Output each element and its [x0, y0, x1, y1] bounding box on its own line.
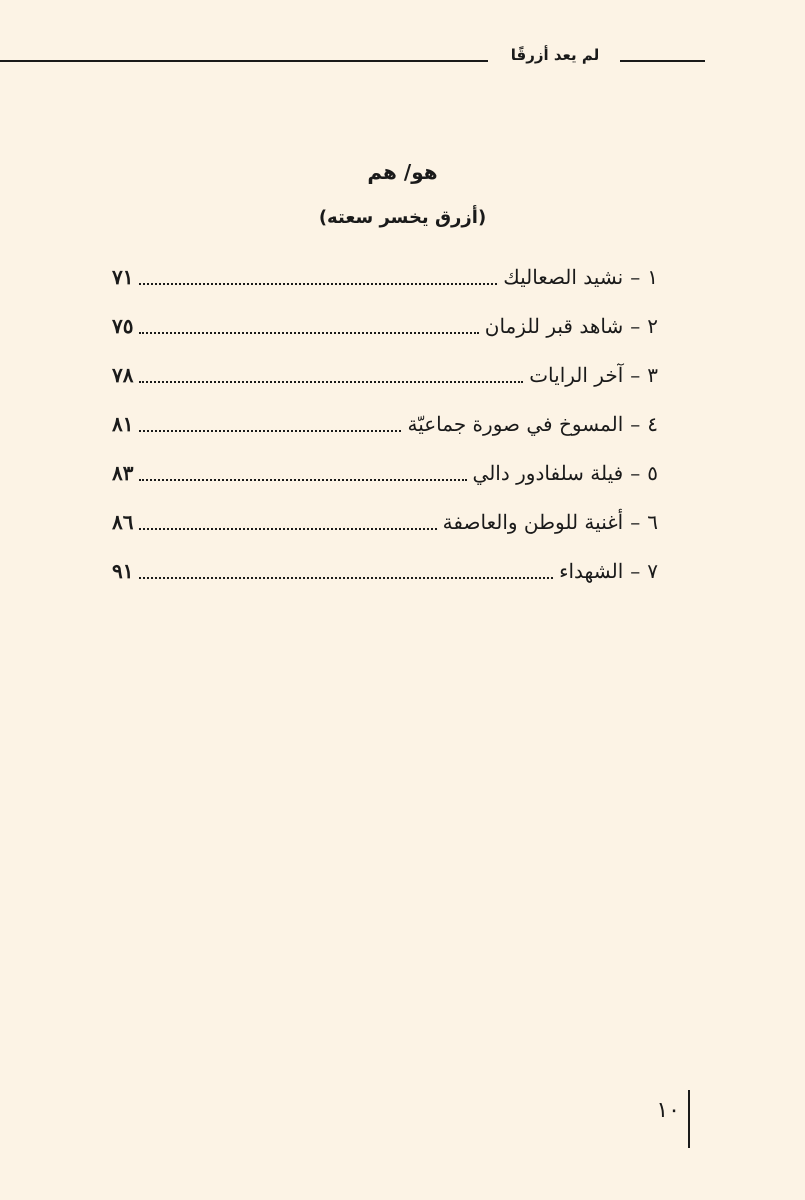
toc-entry-dash: –: [630, 558, 641, 583]
toc-dot-leader: [139, 430, 401, 432]
toc-entry-page: ٨١: [112, 411, 134, 436]
toc-entry-page: ٧٥: [112, 313, 134, 338]
toc-entry-page: ٩١: [112, 558, 134, 583]
toc-entry-page: ٨٦: [112, 509, 134, 534]
toc-entry-dash: –: [630, 264, 641, 289]
toc-entry-page: ٧١: [112, 264, 134, 289]
toc-entry[interactable]: [112, 448, 658, 497]
table-of-contents: [112, 252, 658, 595]
toc-entry-label: الشهداء: [559, 558, 624, 583]
toc-entry-dash: –: [630, 362, 641, 387]
toc-entry[interactable]: [112, 252, 658, 301]
section-title: هو/ هم: [367, 160, 438, 184]
section-subtitle: (أزرق يخسر سعته): [318, 207, 487, 228]
toc-entry-number: ٣: [647, 362, 658, 387]
header-rule-left: [0, 60, 488, 62]
toc-entry[interactable]: [112, 301, 658, 350]
toc-entry[interactable]: [112, 497, 658, 546]
running-title: لم يعد أزرقًا: [510, 46, 600, 64]
toc-entry[interactable]: [112, 399, 658, 448]
toc-entry-page: ٨٣: [112, 460, 134, 485]
toc-entry-number: ١: [647, 264, 658, 289]
toc-entry-label: فيلة سلفادور دالي: [472, 460, 624, 485]
toc-entry[interactable]: [112, 350, 658, 399]
toc-entry-label: نشيد الصعاليك: [503, 264, 624, 289]
toc-entry-label: أغنية للوطن والعاصفة: [442, 509, 624, 534]
toc-entry-number: ٧: [647, 558, 658, 583]
toc-entry-label: شاهد قبر للزمان: [484, 313, 624, 338]
header-rule-right: [620, 60, 705, 62]
toc-entry-page: ٧٨: [112, 362, 134, 387]
toc-dot-leader: [139, 381, 523, 383]
toc-dot-leader: [139, 479, 466, 481]
footer-rule: [688, 1090, 690, 1148]
toc-entry-number: ٢: [647, 313, 658, 338]
toc-entry-number: ٤: [647, 411, 658, 436]
toc-entry-dash: –: [630, 313, 641, 338]
toc-dot-leader: [139, 332, 478, 334]
toc-dot-leader: [139, 577, 553, 579]
page-number: ١٠: [656, 1098, 680, 1123]
toc-entry-number: ٦: [647, 509, 658, 534]
toc-entry-label: المسوخ في صورة جماعيّة: [407, 411, 624, 436]
toc-dot-leader: [139, 283, 497, 285]
toc-entry[interactable]: [112, 546, 658, 595]
toc-entry-label: آخر الرايات: [529, 362, 624, 387]
toc-entry-dash: –: [630, 411, 641, 436]
toc-entry-dash: –: [630, 509, 641, 534]
toc-dot-leader: [139, 528, 436, 530]
toc-entry-dash: –: [630, 460, 641, 485]
toc-entry-number: ٥: [647, 460, 658, 485]
